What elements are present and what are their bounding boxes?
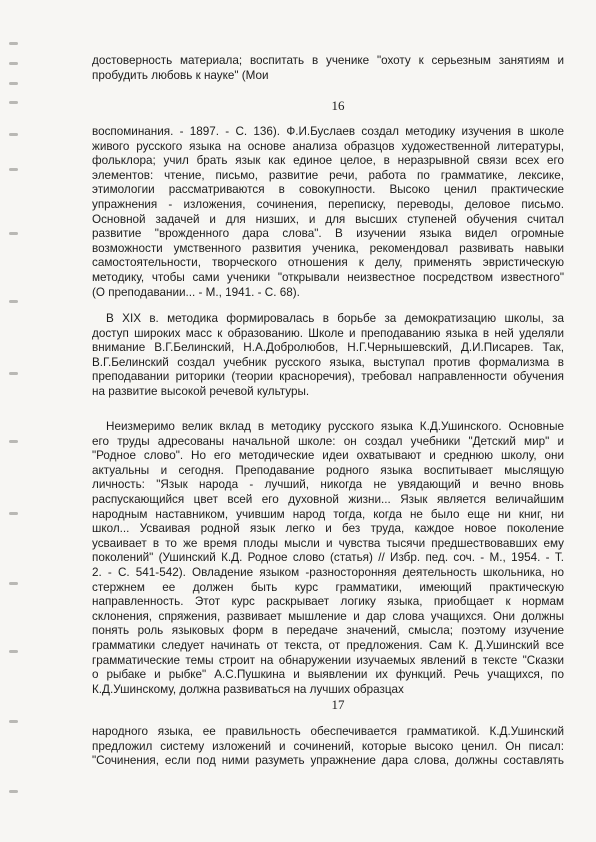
binding-hole: [9, 582, 18, 585]
binding-hole: [9, 300, 18, 303]
text-line: на развитие высокой речевой культуры.: [92, 384, 310, 398]
binding-hole: [9, 790, 18, 793]
text-line: актуальны и сегодня. Преподавание родного языка воспитывает мыслящую: [92, 463, 564, 477]
text-line: К.Д.Ушинскому, должна развиваться на лучших образцах: [92, 682, 404, 696]
text-line: воспоминания. - 1897. - С. 136). Ф.И.Буслаев создал методику изучения в школе: [92, 125, 564, 138]
text-line: его труды адресованы начальной школе: он создал учебники "Детский мир" и: [92, 434, 564, 448]
text-line: распускающийся цвет всей его духовной жизни... Язык является величайшим: [92, 492, 564, 506]
text-line: этимологии рассматриваются в совокупности. Высоко ценил практические: [92, 183, 564, 197]
binding-hole: [9, 440, 18, 443]
text-line: усваивает в то же время плоды мысли и чувства тысячи предшествовавших ему: [92, 536, 564, 550]
text-line: Основной задачей и для низших, и для высших ступеней обучения считал: [92, 212, 564, 226]
text-line: В.Г.Белинский создал учебник русского языка, выступал против формализма в: [92, 355, 564, 369]
text-line: школ... Усваивая родной язык легко и без труда, каждое новое поколение: [92, 522, 564, 536]
binding-hole: [9, 82, 18, 85]
paragraph: [92, 125, 564, 300]
text-line: о рыбаке и рыбке" А.С.Пушкина и выявлении их функций. Речь учащихся, по: [92, 668, 564, 682]
bottom-fragment: [92, 725, 564, 769]
paragraph: [92, 420, 564, 697]
binding-hole: [9, 720, 18, 723]
binding-hole: [9, 133, 18, 136]
text-line: личность: "Язык народа - лучший, никогда не увядающий и вечно вновь: [92, 478, 564, 492]
text-line: доступ широких масс к образованию. Школе и преподаванию языка в ней уделяли: [92, 326, 564, 340]
text-line: методику, чтобы сами ученики "открывали неизвестное посредством известного": [92, 270, 564, 284]
text-line: склонения, спряжения, развивает мышление и дар слова учащихся. Они должны: [92, 609, 564, 623]
binding-hole: [9, 42, 18, 45]
text-line: самостоятельности, творческого отношения к делу, применять эвристическую: [92, 256, 564, 270]
text-line: внимание В.Г.Белинский, Н.А.Добролюбов, Н.Г.Чернышевский, Д.И.Писарев. Так,: [92, 341, 564, 355]
text-line: (О преподавании... - М., 1941. - С. 68).: [92, 285, 300, 299]
text-line: достоверность материала; воспитать в ученике "охоту к серьезным занятиям и: [92, 54, 564, 67]
text-line: возможности умственного развития ученика, рекомендовал развивать навыки: [92, 241, 564, 255]
text-line: Неизмеримо велик вклад в методику русского языка К.Д.Ушинского. Основные: [106, 420, 564, 433]
text-line: 2. - С. 541-542). Овладение языком -разносторонняя деятельность школьника, но: [92, 565, 564, 579]
text-line: элементов: чтение, письмо, развитие речи, работа по грамматике, лексике,: [92, 168, 564, 182]
binding-hole: [9, 62, 18, 65]
text-line: преподавании риторики (теории красноречия), требовал направленности обучения: [92, 370, 564, 384]
text-line: живого русского языка на основе анализа образцов художественной литературы,: [92, 139, 564, 153]
text-line: В XIX в. методика формировалась в борьбе за демократизацию школы, за: [106, 312, 564, 325]
text-line: предложил систему изложений и сочинений, которые высоко ценил. Он писал:: [92, 739, 564, 753]
text-line: фольклора; учил брать язык как единое целое, в неразрывной связи всех его: [92, 154, 564, 168]
page-number: 16: [331, 98, 345, 113]
text-line: грамматические темы строит на обнаружении изучаемых явлений в тексте "Сказки: [92, 653, 564, 667]
text-line: народного языка, ее правильность обеспечивается грамматикой. К.Д.Ушинский: [92, 725, 564, 738]
binding-hole: [9, 168, 18, 171]
binding-hole: [9, 101, 18, 104]
text-line: "Родное слово". Но его методические идеи охватывают и среднюю школу, они: [92, 449, 564, 463]
text-line: "Сочинения, если под ними разуметь упражнение дара слова, должны составлять: [92, 754, 564, 768]
top-fragment: [92, 54, 564, 83]
text-line: понять роль языковых форм в передаче значений, смысла; поэтому изучение: [92, 624, 564, 638]
page-number: 17: [331, 697, 345, 712]
binding-hole: [9, 512, 18, 515]
text-line: пробудить любовь к науке" (Мои: [92, 68, 269, 82]
binding-hole: [9, 650, 18, 653]
binding-hole: [9, 372, 18, 375]
text-line: упражнения - изложения, сочинения, переписку, переводы, деловое письмо.: [92, 197, 564, 211]
text-line: поколений" (Ушинский К.Д. Родное слово (статья) // Избр. пед. соч. - М., 1954. - Т.: [92, 551, 564, 565]
binding-hole: [9, 232, 18, 235]
binding-holes: [0, 0, 30, 842]
paragraph: [92, 312, 564, 400]
text-line: грамматики следует начинать от текста, от предложения. Сам К. Д.Ушинский все: [92, 638, 564, 652]
text-line: направленность. Этот курс раскрывает логику языка, приобщает к нормам: [92, 595, 564, 609]
text-line: народным наставником, учившим народ тогда, когда не было еще ни книг, ни: [92, 507, 564, 521]
text-line: развитие "врожденного дара слова". В изучении языка видел огромные: [92, 227, 564, 241]
text-line: стержнем ее должен быть курс грамматики, имеющий практическую: [92, 580, 564, 594]
